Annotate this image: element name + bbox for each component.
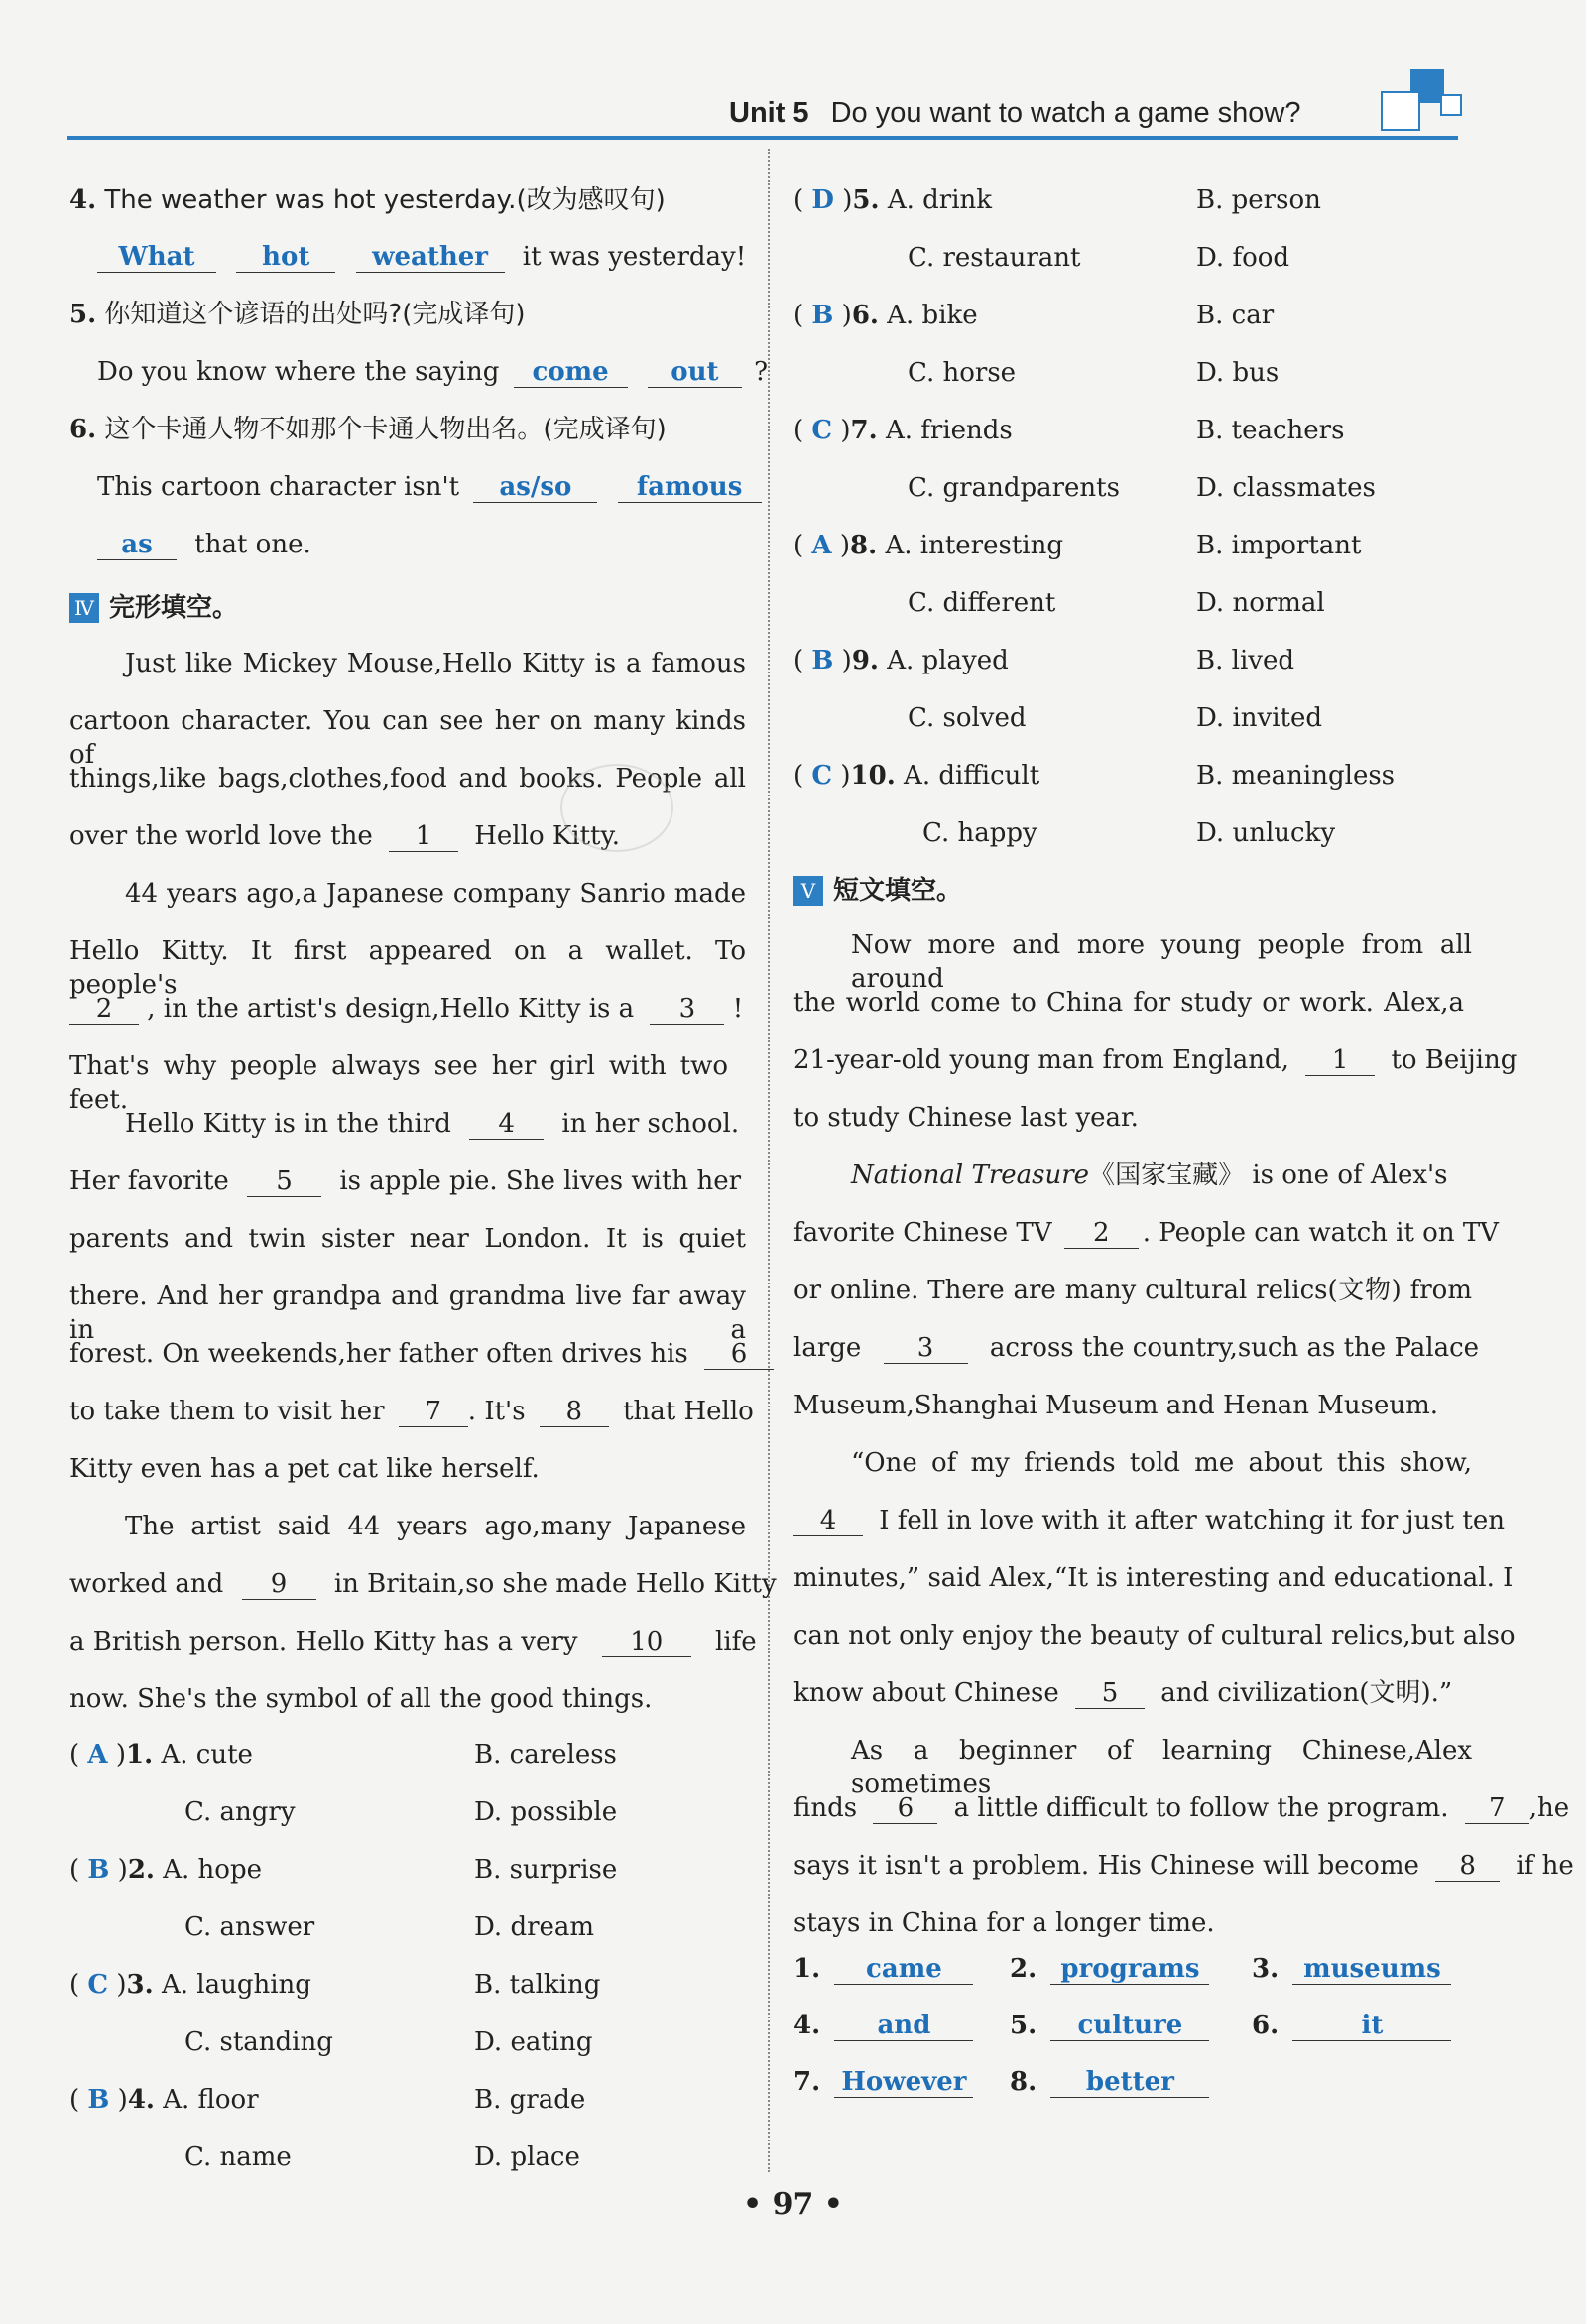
blank-number: 8 (540, 1397, 609, 1427)
choice-q3: ( C )3. A. laughing (69, 1970, 311, 2000)
answer-item: 7. However (793, 2065, 973, 2099)
answer-blank: famous (618, 472, 762, 503)
passage-line: Museum,Shanghai Museum and Henan Museum. (793, 1391, 1439, 1420)
choice-option: C. horse (908, 358, 1017, 388)
answer-blank: out (648, 357, 742, 388)
choice-option: B. careless (474, 1740, 617, 1770)
choice-option: D. food (1196, 243, 1290, 273)
passage-line: to study Chinese last year. (793, 1103, 1139, 1133)
blank-number: 8 (1435, 1851, 1500, 1882)
passage-line: Now more and more young people from all around (851, 930, 1472, 994)
answer-blank: museums (1292, 1954, 1451, 1985)
answer-blank: weather (356, 242, 505, 273)
passage-line: Hello Kitty is in the third 4 in her school. (125, 1109, 740, 1139)
choice-option: B. talking (474, 1970, 601, 2000)
choice-answer: A (87, 1740, 108, 1770)
blank-number: 2 (69, 994, 139, 1025)
choice-option: C. name (184, 2142, 292, 2172)
passage-line: 44 years ago,a Japanese company Sanrio made (125, 879, 746, 909)
answer-blank: hot (236, 242, 335, 273)
choice-q6: ( B )6. A. bike (793, 301, 978, 330)
rewrite-q4-answer: What hot weather it was yesterday! (97, 240, 746, 274)
column-divider (768, 149, 770, 2172)
answer-blank: better (1050, 2067, 1209, 2098)
section-roman-icon: Ⅴ (793, 876, 823, 906)
choice-answer: B (811, 301, 834, 330)
blank-number: 7 (1465, 1793, 1529, 1824)
choice-option: B. person (1196, 185, 1321, 215)
choice-answer: B (87, 2085, 110, 2115)
choice-option: B. teachers (1196, 416, 1345, 445)
passage-line: to take them to visit her 7 . It's 8 that Hello (69, 1397, 754, 1426)
blank-number: 3 (650, 994, 724, 1025)
passage-line: large 3 across the country,such as the Palace (793, 1333, 1480, 1363)
choice-option: C. different (908, 588, 1056, 618)
blank-number: 2 (1064, 1218, 1139, 1249)
passage-line: minutes,” said Alex,“It is interesting and educational. I (793, 1563, 1514, 1593)
passage-line: or online. There are many cultural relics(文物) from (793, 1276, 1472, 1305)
passage-line: National Treasure《国家宝藏》 is one of Alex's (851, 1161, 1448, 1190)
passage-line: “One of my friends told me about this show, (851, 1448, 1472, 1478)
passage-line: stays in China for a longer time. (793, 1908, 1215, 1938)
choice-answer: D (811, 185, 834, 215)
answer-blank: come (514, 357, 628, 388)
choice-q8: ( A )8. A. interesting (793, 531, 1063, 560)
passage-line: Her favorite 5 is apple pie. She lives with her (69, 1166, 742, 1196)
passage-line: forest. On weekends,her father often drives his 6 (69, 1337, 774, 1371)
choice-option: D. bus (1196, 358, 1280, 388)
section-5-heading: Ⅴ 短文填空。 (793, 873, 962, 908)
passage-line: says it isn't a problem. His Chinese will become 8 if he (793, 1851, 1574, 1881)
answer-blank: culture (1050, 2011, 1209, 2041)
choice-option: B. lived (1196, 646, 1294, 675)
choice-answer: C (811, 416, 833, 445)
passage-line: there. And her grandpa and grandma live far away in a (69, 1282, 746, 1345)
header-logo-outline-icon (1381, 91, 1420, 131)
passage-line: That's why people always see her girl with two feet. (69, 1051, 728, 1115)
blank-number: 6 (873, 1793, 937, 1824)
answer-item: 4. and (793, 2009, 973, 2042)
blank-number: 5 (247, 1166, 321, 1197)
choice-option: C. answer (184, 1912, 315, 1942)
passage-line: the world come to China for study or work. Alex,a (793, 988, 1464, 1018)
passage-line: things,like bags,clothes,food and books. People all (69, 764, 746, 794)
choice-option: C. solved (908, 703, 1027, 733)
choice-q7: ( C )7. A. friends (793, 416, 1013, 445)
answer-blank: as/so (473, 472, 597, 503)
choice-answer: B (811, 646, 834, 675)
choice-answer: A (811, 531, 832, 560)
choice-q4: ( B )4. A. floor (69, 2085, 259, 2115)
watermark-stamp (560, 764, 673, 852)
answer-item: 6. it (1252, 2009, 1451, 2042)
choice-answer: C (87, 1970, 109, 2000)
choice-q2: ( B )2. A. hope (69, 1855, 262, 1885)
choice-answer: B (87, 1855, 110, 1885)
passage-line: Hello Kitty. It first appeared on a wallet. To people's (69, 936, 746, 1000)
passage-line: 2 , in the artist's design,Hello Kitty is a 3 ! (69, 992, 743, 1026)
unit-label: Unit 5 (729, 97, 809, 129)
passage-line: 4 I fell in love with it after watching it for just ten (793, 1504, 1505, 1537)
answer-item: 5. culture (1010, 2009, 1209, 2042)
blank-number: 10 (602, 1627, 691, 1657)
rewrite-q4: 4. The weather was hot yesterday.(改为感叹句) (69, 185, 666, 215)
choice-q1: ( A )1. A. cute (69, 1740, 253, 1770)
choice-option: D. place (474, 2142, 580, 2172)
choice-option: B. surprise (474, 1855, 618, 1885)
passage-line: parents and twin sister near London. It is quiet (69, 1224, 746, 1254)
passage-line: worked and 9 in Britain,so she made Hello Kitty (69, 1569, 777, 1599)
answer-blank: What (97, 242, 216, 273)
choice-option: D. dream (474, 1912, 595, 1942)
blank-number: 5 (1075, 1678, 1145, 1709)
blank-number: 6 (704, 1339, 774, 1370)
passage-line: over the world love the 1 Hello Kitty. (69, 821, 620, 851)
page-number: • 97 • (743, 2187, 843, 2222)
answer-blank: it (1292, 2011, 1451, 2041)
passage-line: favorite Chinese TV 2 . People can watch it on TV (793, 1218, 1499, 1248)
answer-item: 3. museums (1252, 1952, 1451, 1986)
choice-option: B. car (1196, 301, 1275, 330)
choice-option: D. unlucky (1196, 818, 1336, 848)
choice-option: D. invited (1196, 703, 1322, 733)
passage-line: Just like Mickey Mouse,Hello Kitty is a famous (125, 649, 746, 678)
rewrite-q5: 5. 你知道这个谚语的出处吗?(完成译句) (69, 300, 526, 329)
answer-blank: However (834, 2067, 973, 2098)
blank-number: 4 (793, 1506, 863, 1536)
choice-q10: ( C )10. A. difficult (793, 761, 1040, 791)
choice-option: D. classmates (1196, 473, 1376, 503)
choice-option: B. important (1196, 531, 1362, 560)
passage-line: can not only enjoy the beauty of cultural relics,but also (793, 1621, 1516, 1651)
answer-item: 2. programs (1010, 1952, 1209, 1986)
rewrite-q6-answer-2: as that one. (97, 528, 311, 561)
passage-line: cartoon character. You can see her on many kinds of (69, 706, 746, 770)
choice-option: D. normal (1196, 588, 1325, 618)
rewrite-q6-answer: This cartoon character isn't as/so famous (97, 470, 762, 504)
passage-line: 21-year-old young man from England, 1 to Beijing (793, 1045, 1518, 1075)
passage-line: know about Chinese 5 and civilization(文明).” (793, 1678, 1453, 1708)
choice-option: C. restaurant (908, 243, 1081, 273)
answer-item: 8. better (1010, 2065, 1209, 2099)
passage-line: As a beginner of learning Chinese,Alex sometimes (851, 1736, 1472, 1799)
choice-answer: C (811, 761, 833, 791)
section-4-heading: Ⅳ 完形填空。 (69, 590, 238, 625)
choice-q5: ( D )5. A. drink (793, 185, 993, 215)
choice-option: C. grandparents (908, 473, 1120, 503)
answer-item: 1. came (793, 1952, 973, 1986)
answer-blank: as (97, 530, 177, 560)
choice-option: C. happy (922, 818, 1037, 848)
blank-number: 7 (399, 1397, 468, 1427)
choice-option: D. possible (474, 1797, 618, 1827)
unit-header (729, 97, 1301, 130)
blank-number: 1 (1305, 1045, 1375, 1076)
rewrite-q5-answer: Do you know where the saying come out ? (97, 357, 769, 387)
choice-option: B. meaningless (1196, 761, 1396, 791)
choice-option: C. standing (184, 2027, 333, 2057)
blank-number: 1 (389, 821, 458, 852)
unit-title: Do you want to watch a game show? (830, 97, 1301, 129)
choice-q9: ( B )9. A. played (793, 646, 1009, 675)
choice-option: D. eating (474, 2027, 593, 2057)
blank-number: 3 (884, 1333, 968, 1364)
answer-blank: came (834, 1954, 973, 1985)
choice-option: B. grade (474, 2085, 586, 2115)
header-rule (67, 136, 1458, 140)
passage-line: now. She's the symbol of all the good things. (69, 1684, 653, 1714)
passage-line: a British person. Hello Kitty has a very 10 life (69, 1627, 757, 1656)
section-roman-icon: Ⅳ (69, 593, 99, 623)
blank-number: 4 (469, 1109, 544, 1140)
passage-line: finds 6 a little difficult to follow the program. 7 ,he (793, 1793, 1570, 1823)
blank-number: 9 (242, 1569, 316, 1600)
passage-line: Kitty even has a pet cat like herself. (69, 1454, 540, 1484)
answer-blank: programs (1050, 1954, 1209, 1985)
answer-blank: and (834, 2011, 973, 2041)
choice-option: C. angry (184, 1797, 296, 1827)
header-logo-small-icon (1440, 94, 1462, 116)
rewrite-q6: 6. 这个卡通人物不如那个卡通人物出名。(完成译句) (69, 415, 667, 444)
passage-line: The artist said 44 years ago,many Japanese (125, 1512, 746, 1541)
